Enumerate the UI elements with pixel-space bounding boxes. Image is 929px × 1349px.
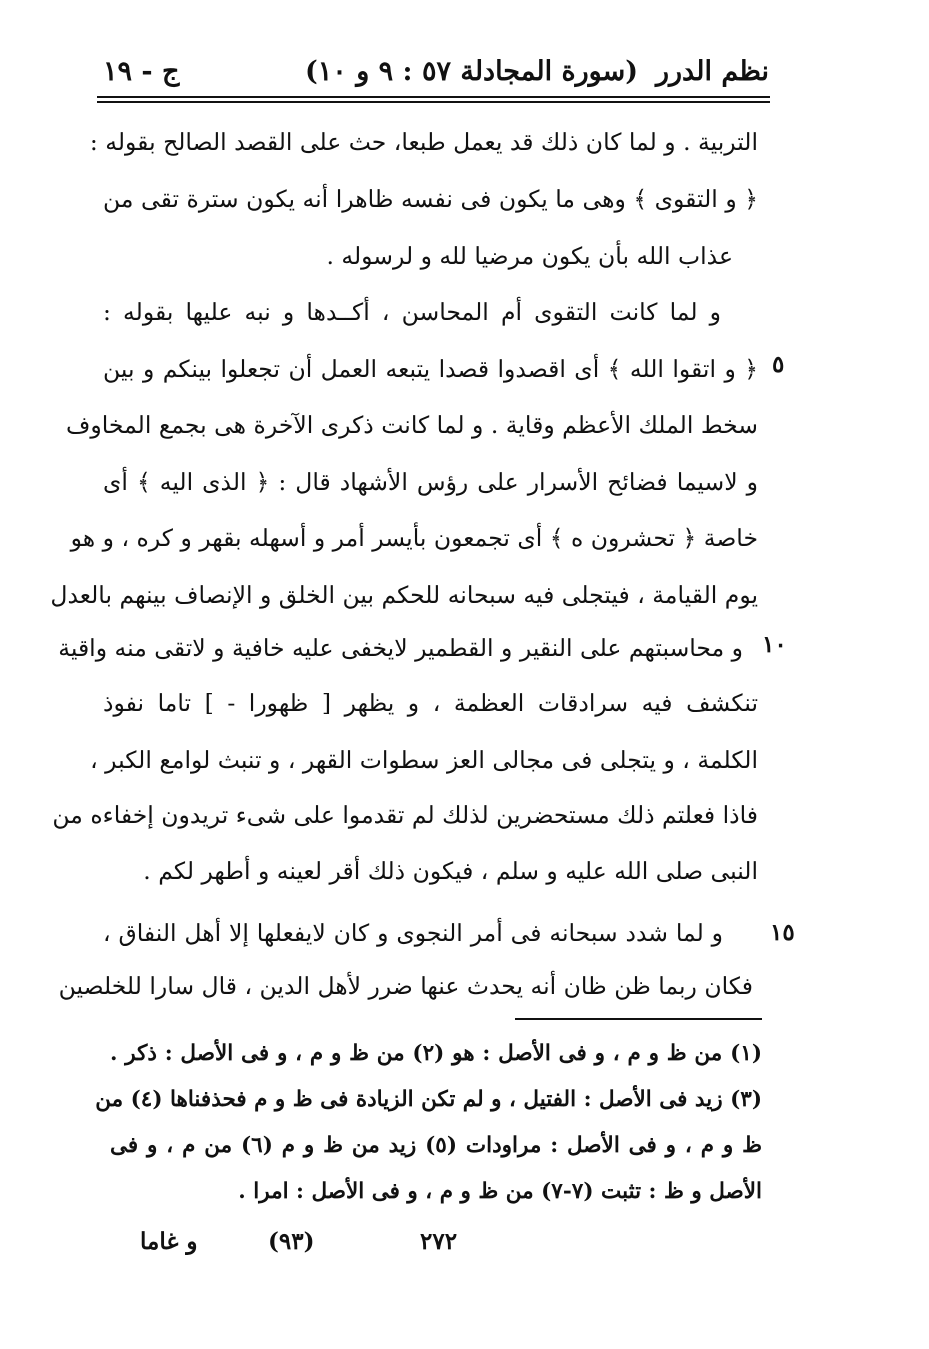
body-line-12: الكلمة ، و يتجلى فى مجالى العز سطوات القهر ، و تنبث لوامع الكبر ، xyxy=(90,746,758,774)
footnote-line-3: ظ و م ، و فى الأصل : مراودات (٥) زيد من ظ و م (٦) من م ، و فى xyxy=(110,1133,762,1158)
footnote-line-1: (١) من ظ و م ، و فى الأصل : هو (٢) من ظ و م ، و فى الأصل : ذكر . xyxy=(110,1041,762,1066)
surah-reference: (سورة المجادلة ٥٧ : ٩ و ١٠) xyxy=(305,56,639,87)
footnote-line-2: (٣) زيد فى الأصل : الفتيل ، و لم تكن الزيادة فى ظ و م فحذفناها (٤) من xyxy=(95,1087,762,1112)
body-line-1: التربية . و لما كان ذلك قد يعمل طبعا، حث على القصد الصالح بقوله : xyxy=(89,128,758,156)
header-rule-bottom xyxy=(97,101,770,103)
footnote-separator xyxy=(515,1018,762,1020)
body-line-15: و لما شدد سبحانه فى أمر النجوى و كان لايفعلها إلا أهل النفاق ، xyxy=(103,919,723,947)
volume-number: ج - ١٩ xyxy=(103,56,180,87)
page-number: ٢٧٢ xyxy=(420,1228,458,1255)
body-line-7: و لاسيما فضائح الأسرار على رؤس الأشهاد قال : ﴿ الذى اليه ﴾ أى xyxy=(103,468,758,496)
body-line-8: خاصة ﴿ تحشرون ه ﴾ أى تجمعون بأيسر أمر و أسهله بقهر و كره ، و هو xyxy=(70,524,758,552)
body-line-5: ﴿ و اتقوا الله ﴾ أى اقصدوا قصدا يتبعه العمل أن تجعلوا بينكم و بين xyxy=(103,355,758,383)
catchword: و غاما xyxy=(140,1228,198,1255)
body-line-9: يوم القيامة ، فيتجلى فيه سبحانه للحكم بين الخلق و الإنصاف بينهم بالعدل xyxy=(50,581,758,609)
margin-line-number-5: ٥ xyxy=(772,351,785,378)
header-rule-top xyxy=(97,96,770,98)
body-line-11: تنكشف فيه سرادقات العظمة ، و يظهر [ ظهورا - ] تاما نفوذ xyxy=(103,689,758,717)
body-line-14: النبى صلى الله عليه و سلم ، فيكون ذلك أقر لعينه و أطهر لكم . xyxy=(143,857,758,885)
body-line-10: و محاسبتهم على النقير و القطمير لايخفى عليه خافية و لاتقى منه واقية xyxy=(58,634,743,662)
margin-line-number-15: ١٥ xyxy=(770,919,795,946)
footnote-line-4: الأصل و ظ : تثبت (٧-٧) من ظ و م ، و فى الأصل : امرا . xyxy=(238,1179,762,1204)
body-line-16: فكان ربما ظن ظان أنه يحدث عنها ضرر لأهل الدين ، قال سارا للخلصين xyxy=(58,972,753,1000)
body-line-13: فاذا فعلتم ذلك مستحضرين لذلك لم تقدموا على شىء تريدون إخفاءه من xyxy=(52,801,758,829)
body-line-3: عذاب الله بأن يكون مرضيا لله و لرسوله . xyxy=(326,242,733,270)
body-line-6: سخط الملك الأعظم وقاية . و لما كانت ذكرى الآخرة هى بجمع المخاوف xyxy=(66,411,758,439)
running-title: نظم الدرر xyxy=(655,56,769,87)
sequence-number: (٩٣) xyxy=(268,1228,315,1255)
body-line-2: ﴿ و التقوى ﴾ وهى ما يكون فى نفسه ظاهرا أنه يكون سترة تقى من xyxy=(103,185,758,213)
body-line-4: و لما كانت التقوى أم المحاسن ، أكــدها و نبه عليها بقوله : xyxy=(103,298,721,326)
margin-line-number-10: ١٠ xyxy=(762,631,787,658)
